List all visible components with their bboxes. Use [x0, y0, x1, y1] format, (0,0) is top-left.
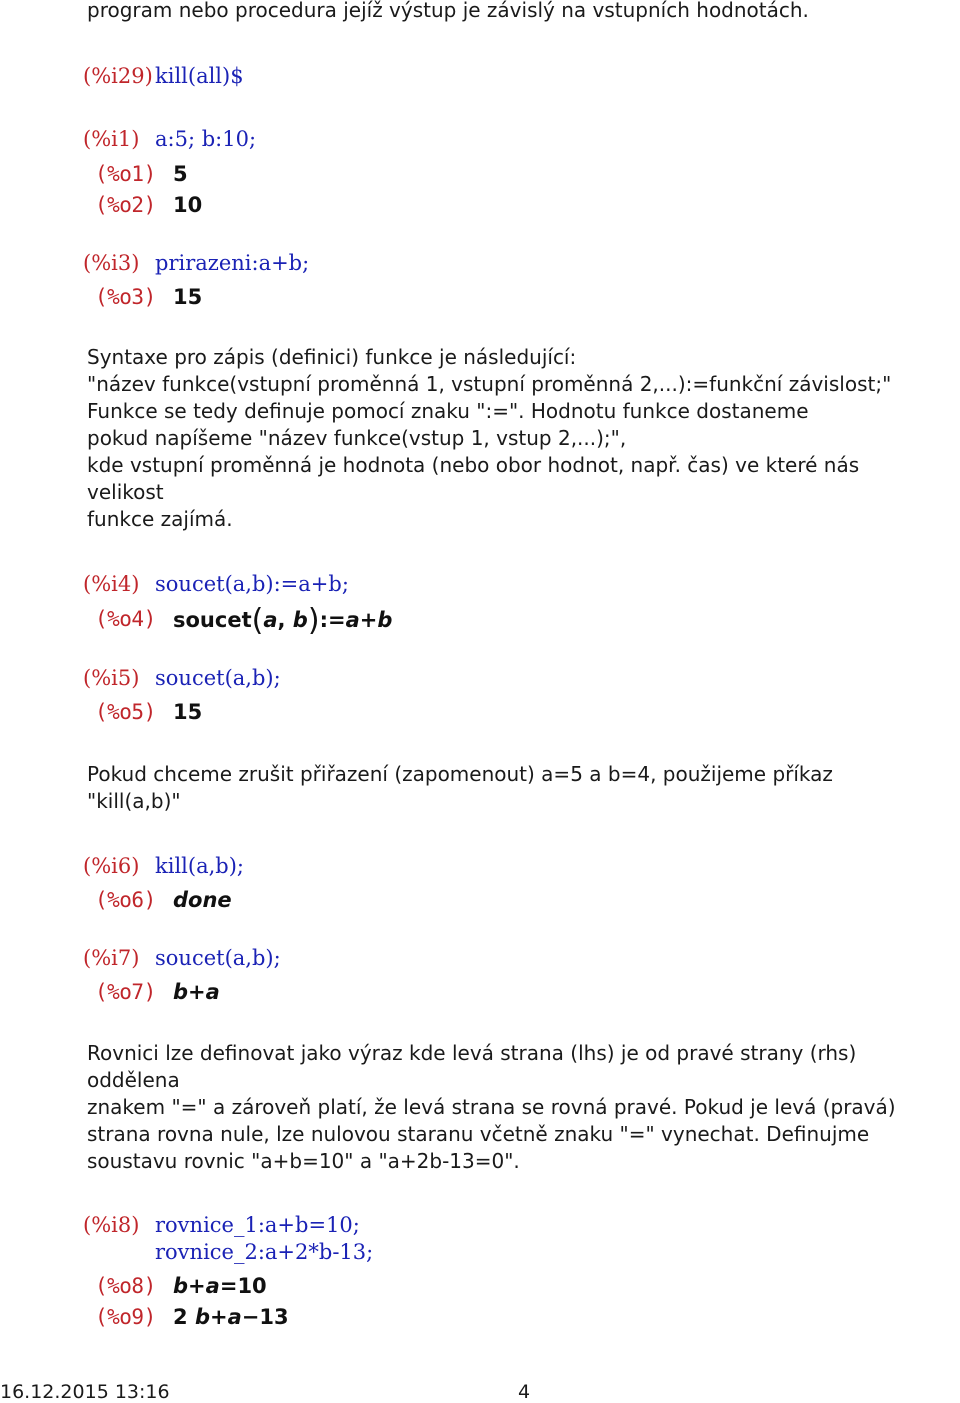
input-label-i5: (%i5) [83, 666, 140, 690]
paragraph-line: kde vstupní proměnná je hodnota (nebo obor hodnot, např. čas) ve které nás [87, 453, 860, 477]
assign-op: := [319, 608, 346, 632]
done-text: done [173, 888, 232, 912]
coef-2: 2 [173, 1305, 188, 1329]
paragraph-line: "kill(a,b)" [87, 789, 181, 813]
input-code-i1[interactable]: a:5; b:10; [155, 127, 257, 151]
paragraph-line: Funkce se tedy definuje pomocí znaku ":=". Hodnotu funkce dostaneme [87, 399, 809, 423]
paragraph-line: velikost [87, 480, 164, 504]
input-code-i4[interactable]: soucet(a,b):=a+b; [155, 572, 349, 596]
paragraph-line: znakem "=" a zároveň platí, že levá strana se rovná pravé. Pokud je levá (pravá) [87, 1095, 896, 1119]
input-code-i7[interactable]: soucet(a,b); [155, 946, 281, 970]
input-label-i1: (%i1) [83, 127, 140, 151]
output-label-o8: (%o8) [95, 1274, 156, 1298]
output-value-o6 [173, 888, 232, 912]
input-label-i4: (%i4) [83, 572, 140, 596]
input-code-i8-line2[interactable]: rovnice_2:a+2*b-13; [155, 1240, 374, 1264]
input-code-i29[interactable]: kill(all)$ [155, 64, 244, 88]
var-b: b [194, 1305, 210, 1329]
paragraph-line: Rovnici lze definovat jako výraz kde levá strana (lhs) je od pravé strany (rhs) [87, 1041, 857, 1065]
arg-b: b [292, 608, 308, 632]
input-label-i3: (%i3) [83, 251, 140, 275]
var-b: b [173, 1274, 189, 1298]
paragraph-line: Syntaxe pro zápis (definici) funkce je následující: [87, 345, 577, 369]
paragraph-line: funkce zajímá. [87, 507, 233, 531]
paragraph-line: "název funkce(vstupní proměnná 1, vstupní proměnná 2,...):=funkční závislost;" [87, 372, 892, 396]
output-value-o8 [173, 1274, 267, 1298]
input-code-i6[interactable]: kill(a,b); [155, 854, 244, 878]
paragraph-line: pokud napíšeme "název funkce(vstup 1, vstup 2,...);", [87, 426, 627, 450]
footer-page-number: 4 [518, 1381, 531, 1403]
arg-a: a [263, 608, 278, 632]
output-value-o3: 15 [173, 285, 203, 309]
paragraph-line: strana rovna nule, lze nulovou staranu včetně znaku "=" vynechat. Definujme [87, 1122, 870, 1146]
output-value-o1: 5 [173, 162, 188, 186]
comma: , [277, 608, 286, 632]
minus-op: − [241, 1305, 260, 1329]
output-label-o3: (%o3) [95, 285, 156, 309]
plus-op: + [359, 608, 378, 632]
output-label-o4: (%o4) [95, 607, 156, 631]
var-a: a [227, 1305, 242, 1329]
open-paren: ( [251, 603, 264, 638]
output-label-o7: (%o7) [95, 980, 156, 1004]
plus-op: + [209, 1305, 228, 1329]
input-label-i29: (%i29) [83, 64, 153, 88]
paragraph-line: soustavu rovnic "a+b=10" a "a+2b-13=0". [87, 1149, 520, 1173]
output-value-o9 [173, 1305, 289, 1329]
output-label-o5: (%o5) [95, 700, 156, 724]
input-label-i6: (%i6) [83, 854, 140, 878]
plus-op: + [188, 980, 206, 1004]
top-line: program nebo procedura jejíž výstup je závislý na vstupních hodnotách. [87, 0, 809, 22]
output-label-o9: (%o9) [95, 1305, 156, 1329]
num-13: 13 [259, 1305, 289, 1329]
rhs-a: a [345, 608, 360, 632]
var-a: a [205, 980, 220, 1004]
paragraph-line: oddělena [87, 1068, 180, 1092]
paragraph-line: Pokud chceme zrušit přiřazení (zapomenout) a=5 a b=4, použijeme příkaz [87, 762, 833, 786]
var-b: b [173, 980, 189, 1004]
plus-op: + [188, 1274, 206, 1298]
input-code-i3[interactable]: prirazeni:a+b; [155, 251, 310, 275]
input-code-i8-line1[interactable]: rovnice_1:a+b=10; [155, 1213, 360, 1237]
var-a: a [205, 1274, 220, 1298]
output-value-o7 [173, 980, 220, 1004]
rhs-b: b [377, 608, 393, 632]
output-label-o2: (%o2) [95, 193, 156, 217]
footer-datetime: 16.12.2015 13:16 [0, 1381, 170, 1403]
input-label-i8: (%i8) [83, 1213, 140, 1237]
input-code-i5[interactable]: soucet(a,b); [155, 666, 281, 690]
equals-op: = [219, 1274, 238, 1298]
output-value-o4 [173, 603, 392, 638]
output-value-o5: 15 [173, 700, 203, 724]
input-label-i7: (%i7) [83, 946, 140, 970]
fn-name: soucet [173, 608, 252, 632]
output-label-o1: (%o1) [95, 162, 156, 186]
num-10: 10 [237, 1274, 267, 1298]
output-label-o6: (%o6) [95, 888, 156, 912]
close-paren: ) [307, 603, 320, 638]
output-value-o2: 10 [173, 193, 203, 217]
